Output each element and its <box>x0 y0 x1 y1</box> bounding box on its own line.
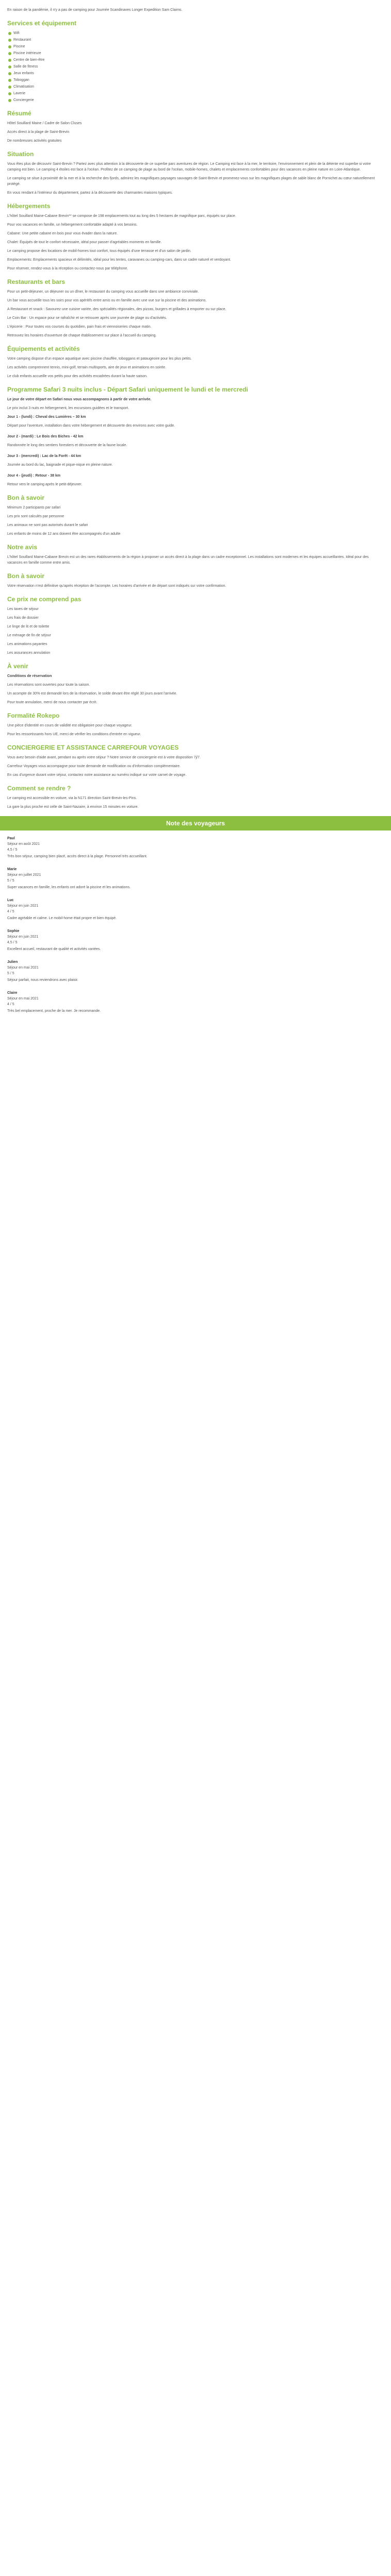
reviews-list <box>0 836 391 1014</box>
compris-item: Les frais de dossier <box>7 616 39 620</box>
reviews-banner: Note des voyageurs <box>0 816 391 831</box>
review-author: Claire <box>7 991 18 995</box>
hebergements-title: Hébergements <box>7 202 51 210</box>
restaurants-paragraph: A Restaurant et snack : Savourez une cuisine variée, des spécialités régionales, des pizzas, burgers et grillades à emporter ou sur place. <box>7 308 226 311</box>
service-item: Restaurant <box>7 37 384 43</box>
service-item: Wifi <box>7 30 384 36</box>
equipements-paragraph: Les activités comprennent tennis, mini-golf, terrain multisports, aire de jeux et animations en soirée. <box>7 366 167 369</box>
resume-line: Hôtel Souillard Maine / Cadre de Salon Cluses <box>7 122 82 125</box>
hebergements-paragraph: Pour vos vacances en famille, un hébergement confortable adapté à vos besoins. <box>7 223 138 227</box>
review-date: Séjour en juillet 2021 <box>7 873 41 877</box>
bon-a-savoir-item: Les animaux ne sont pas autorisés durant le safari <box>7 523 88 527</box>
equipements-section <box>7 345 384 379</box>
contact-section <box>7 784 384 810</box>
review-rating: 4 / 5 <box>7 1003 14 1006</box>
resume-section <box>7 109 384 144</box>
review-rating: 4,5 / 5 <box>7 848 18 852</box>
contact-paragraph: Le camping est accessible en voiture, via la N171 direction Saint-Brevin-les-Pins. <box>7 796 137 800</box>
services-list <box>7 30 384 103</box>
a-venir-section <box>7 662 384 705</box>
review-item <box>7 867 384 890</box>
programme-day-title: Jour 3 - (mercredi) : Lac de la Forêt - 44 km <box>7 454 82 458</box>
resume-line: Accès direct à la plage de Saint-Brevin <box>7 130 70 134</box>
equipements-paragraph: Le club enfants accueille vos petits pour des activités encadrées durant la haute saison. <box>7 375 148 378</box>
restaurants-section <box>7 278 384 338</box>
programme-section <box>7 385 384 487</box>
review-author: Paul <box>7 837 15 840</box>
programme-intro: Le jour de votre départ en Safari nous vous accompagnons à partir de votre arrivée. <box>7 398 152 401</box>
equipements-title: Équipements et activités <box>7 345 80 352</box>
notre-avis-title: Notre avis <box>7 544 38 551</box>
situation-section <box>7 150 384 196</box>
review-rating: 5 / 5 <box>7 879 14 883</box>
a-venir-title: À venir <box>7 663 28 670</box>
review-text: Très bon séjour, camping bien placé, accès direct à la plage. Personnel très accueillant. <box>7 855 148 858</box>
situation-paragraph: Le camping se situe à proximité de la mer et à la recherche des fjords, admirez les magnifiques paysages sauvages de Saint-Brevin et promenez-vous sur les magnifiques plages de sable blanc de Pornichet au cœur naturellement protégé. <box>7 177 375 186</box>
compris-item: Les taxes de séjour <box>7 607 39 611</box>
service-item: Piscine <box>7 44 384 49</box>
conciergerie-paragraph: Carrefour Voyages vous accompagne pour toute demande de modification ou d'information complémentaire. <box>7 765 181 768</box>
review-text: Cadre agréable et calme. Le mobil-home était propre et bien équipé. <box>7 917 117 920</box>
programme-day-desc: Retour vers le camping après le petit-déjeuner. <box>7 483 83 486</box>
bon-a-savoir-section <box>7 494 384 537</box>
programme-day <box>7 473 384 487</box>
review-date: Séjour en mai 2021 <box>7 966 39 970</box>
resume-title: Résumé <box>7 110 31 117</box>
formalites-paragraph: Pour les ressortissants hors UE, merci de vérifier les conditions d'entrée en vigueur. <box>7 733 141 736</box>
compris-item: Les animations payantes <box>7 642 47 646</box>
compris-item: Le ménage de fin de séjour <box>7 634 51 637</box>
equipements-paragraph: Votre camping dispose d'un espace aquatique avec piscine chauffée, toboggans et pataugeoire pour les plus petits. <box>7 357 192 361</box>
programme-day-desc: Départ pour l'aventure, installation dans votre hébergement et découverte des environs avec votre guide. <box>7 424 175 428</box>
compris-section <box>7 595 384 656</box>
programme-day-desc: Randonnée le long des sentiers forestiers et découverte de la faune locale. <box>7 444 127 447</box>
hebergements-paragraph: Chalet: Équipés de tout le confort nécessaire, idéal pour passer d'agréables moments en famille. <box>7 241 162 244</box>
formalites-paragraph: Une pièce d'identité en cours de validité est obligatoire pour chaque voyageur. <box>7 724 133 727</box>
services-section <box>7 19 384 103</box>
review-text: Excellent accueil, restaurant de qualité et activités variées. <box>7 947 101 951</box>
situation-title: Situation <box>7 150 34 158</box>
review-author: Julien <box>7 960 18 964</box>
contact-paragraph: La gare la plus proche est celle de Saint-Nazaire, à environ 15 minutes en voiture. <box>7 805 139 809</box>
hebergements-paragraph: Le camping propose des locations de mobil-homes tout confort, tous équipés d'une terrasse et d'un salon de jardin. <box>7 249 191 253</box>
programme-day-title: Jour 4 - (jeudi) : Retour - 38 km <box>7 474 61 478</box>
service-item: Salle de fitness <box>7 64 384 70</box>
restaurants-title: Restaurants et bars <box>7 278 66 285</box>
hebergements-paragraph: Cabane: Une petite cabane en bois pour vous évader dans la nature. <box>7 232 118 235</box>
restaurants-paragraph: Retrouvez les horaires d'ouverture de chaque établissement sur place à l'accueil du camping. <box>7 334 157 337</box>
review-text: Super vacances en famille, les enfants ont adoré la piscine et les animations. <box>7 886 131 889</box>
conciergerie-section <box>7 743 384 778</box>
review-date: Séjour en juin 2021 <box>7 904 39 908</box>
a-venir-paragraph: Pour toute annulation, merci de nous contacter par écrit. <box>7 701 97 704</box>
review-text: Très bel emplacement, proche de la mer. Je recommande. <box>7 1009 101 1013</box>
a-venir-subtitle: Conditions de réservation <box>7 674 52 678</box>
conciergerie-paragraph: En cas d'urgence durant votre séjour, contactez notre assistance au numéro indiqué sur votre carnet de voyage. <box>7 773 187 777</box>
page <box>0 0 391 810</box>
hebergements-section <box>7 202 384 272</box>
programme-day-desc: Journée au bord du lac, baignade et pique-nique en pleine nature. <box>7 463 113 467</box>
programme-text: Le prix inclut 3 nuits en hébergement, les excursions guidées et le transport. <box>7 406 129 410</box>
programme-day <box>7 414 384 429</box>
service-item: Toboggan <box>7 77 384 83</box>
compris-title: Ce prix ne comprend pas <box>7 596 82 603</box>
review-rating: 4 / 5 <box>7 910 14 913</box>
review-rating: 4,5 / 5 <box>7 941 18 944</box>
bon-a-savoir-item: Les enfants de moins de 12 ans doivent être accompagnés d'un adulte <box>7 532 121 536</box>
review-text: Séjour parfait, nous reviendrons avec plaisir. <box>7 978 78 982</box>
programme-day-title: Jour 2 - (mardi) : Le Bois des Biches - 42 km <box>7 435 84 438</box>
notre-avis-section <box>7 543 384 566</box>
programme-day <box>7 453 384 468</box>
service-item: Laverie <box>7 91 384 96</box>
formalites-title: Formalité Rokepo <box>7 712 60 719</box>
service-item: Jeux enfants <box>7 71 384 76</box>
programme-title: Programme Safari 3 nuits inclus - Départ Safari uniquement le lundi et le mercredi <box>7 386 248 393</box>
bon-a-savoir-title: Bon à savoir <box>7 494 45 501</box>
programme-day-title: Jour 1 - (lundi) : Cheval des Lumières – 30 km <box>7 415 86 419</box>
intro-text: En raison de la pandémie, il n'y a pas de camping pour Journée Scandinaves Longer Expedition Sam Claims. <box>7 8 183 12</box>
review-item <box>7 990 384 1014</box>
review-date: Séjour en mai 2021 <box>7 997 39 1001</box>
conciergerie-title: CONCIERGERIE ET ASSISTANCE CARREFOUR VOYAGES <box>7 744 179 751</box>
bon-a-savoir-2-text: Votre réservation n'est définitive qu'après réception de l'acompte. Les horaires d'arrivée et de départ sont indiqués sur votre confirmation. <box>7 584 226 588</box>
notre-avis-text: L'hôtel Souillard Maine-Cabane Brevin est un des rares établissements de la région à proposer un accès direct à la plage dans un cadre exceptionnel. Les installations sont modernes et les équipes accueillantes. Idéal pour des vacances en famille comme entre amis. <box>7 555 369 565</box>
review-author: Marie <box>7 868 17 871</box>
hebergements-paragraph: L'hôtel Souillard Maine-Cabane Brevin** se compose de 198 emplacements tout au long des 5 hectares de magnifique parc, équipés sur place. <box>7 214 236 218</box>
service-item: Conciergerie <box>7 97 384 103</box>
hebergements-paragraph: Emplacements: Emplacements spacieux et délimités, idéal pour les tentes, caravanes ou camping-cars, dans un cadre naturel et verdoyant. <box>7 258 231 262</box>
review-item <box>7 928 384 952</box>
restaurants-paragraph: Pour un petit-déjeuner, un déjeuner ou un dîner, le restaurant du camping vous accueille dans une ambiance conviviale. <box>7 290 199 294</box>
compris-item: Les assurances annulation <box>7 651 51 655</box>
review-date: Séjour en juin 2021 <box>7 935 39 939</box>
restaurants-paragraph: Un bar vous accueille tous les soirs pour vos apéritifs entre amis ou en famille avec une vue sur la piscine et des animations. <box>7 299 207 302</box>
service-item: Piscine intérieure <box>7 50 384 56</box>
compris-item: Le linge de lit et de toilette <box>7 625 50 629</box>
resume-line: De nombreuses activités gratuites <box>7 139 62 143</box>
service-item: Climatisation <box>7 84 384 90</box>
review-author: Luc <box>7 899 14 902</box>
contact-title: Comment se rendre ? <box>7 785 71 792</box>
review-item <box>7 959 384 983</box>
review-item <box>7 897 384 921</box>
formalites-section <box>7 711 384 737</box>
situation-paragraph: En vous rendant à l'intérieur du département, partez à la découverte des charmantes maisons typiques. <box>7 191 173 195</box>
review-item <box>7 836 384 859</box>
hebergements-paragraph: Pour réserver, rendez-vous à la réception ou contactez-nous par téléphone. <box>7 267 128 270</box>
a-venir-paragraph: Un acompte de 30% est demandé lors de la réservation, le solde devant être réglé 30 jours avant l'arrivée. <box>7 692 177 696</box>
programme-day <box>7 434 384 448</box>
service-item: Centre de bien-être <box>7 57 384 63</box>
review-rating: 5 / 5 <box>7 972 14 975</box>
a-venir-paragraph: Les réservations sont ouvertes pour toute la saison. <box>7 683 90 687</box>
review-date: Séjour en août 2021 <box>7 842 40 846</box>
situation-paragraph: Vous êtes plus de découvrir Saint-Brevin ? Partez avec plus attention à la découverte de ce superbe parc aventures de région. Le Camping est face à la mer, le territoire, l'environnement et plein de la détente est superbe si votre camping est bien. Le camping 4 étoiles est face à l'océan. Profitez de ce camping de plage au bord de l'océan, mobile-homes, chalets et emplacements confortables pour des vacances en pleine nature en Loire-Atlantique. <box>7 162 371 172</box>
bon-a-savoir-2-title: Bon à savoir <box>7 572 45 580</box>
bon-a-savoir-2-section <box>7 572 384 589</box>
conciergerie-paragraph: Vous avez besoin d'aide avant, pendant ou après votre séjour ? Notre service de conciergerie est à votre disposition 7j/7. <box>7 756 201 759</box>
review-author: Sophie <box>7 929 20 933</box>
restaurants-paragraph: Le Coin Bar : Un espace pour se rafraîchir et se retrouver après une journée de plage ou d'activités. <box>7 316 167 320</box>
bon-a-savoir-item: Minimum 2 participants par safari <box>7 506 61 510</box>
services-title: Services et équipement <box>7 20 77 27</box>
restaurants-paragraph: L'épicerie : Pour toutes vos courses du quotidien, pain frais et viennoiseries chaque matin. <box>7 325 152 329</box>
bon-a-savoir-item: Les prix sont calculés par personne <box>7 515 64 518</box>
